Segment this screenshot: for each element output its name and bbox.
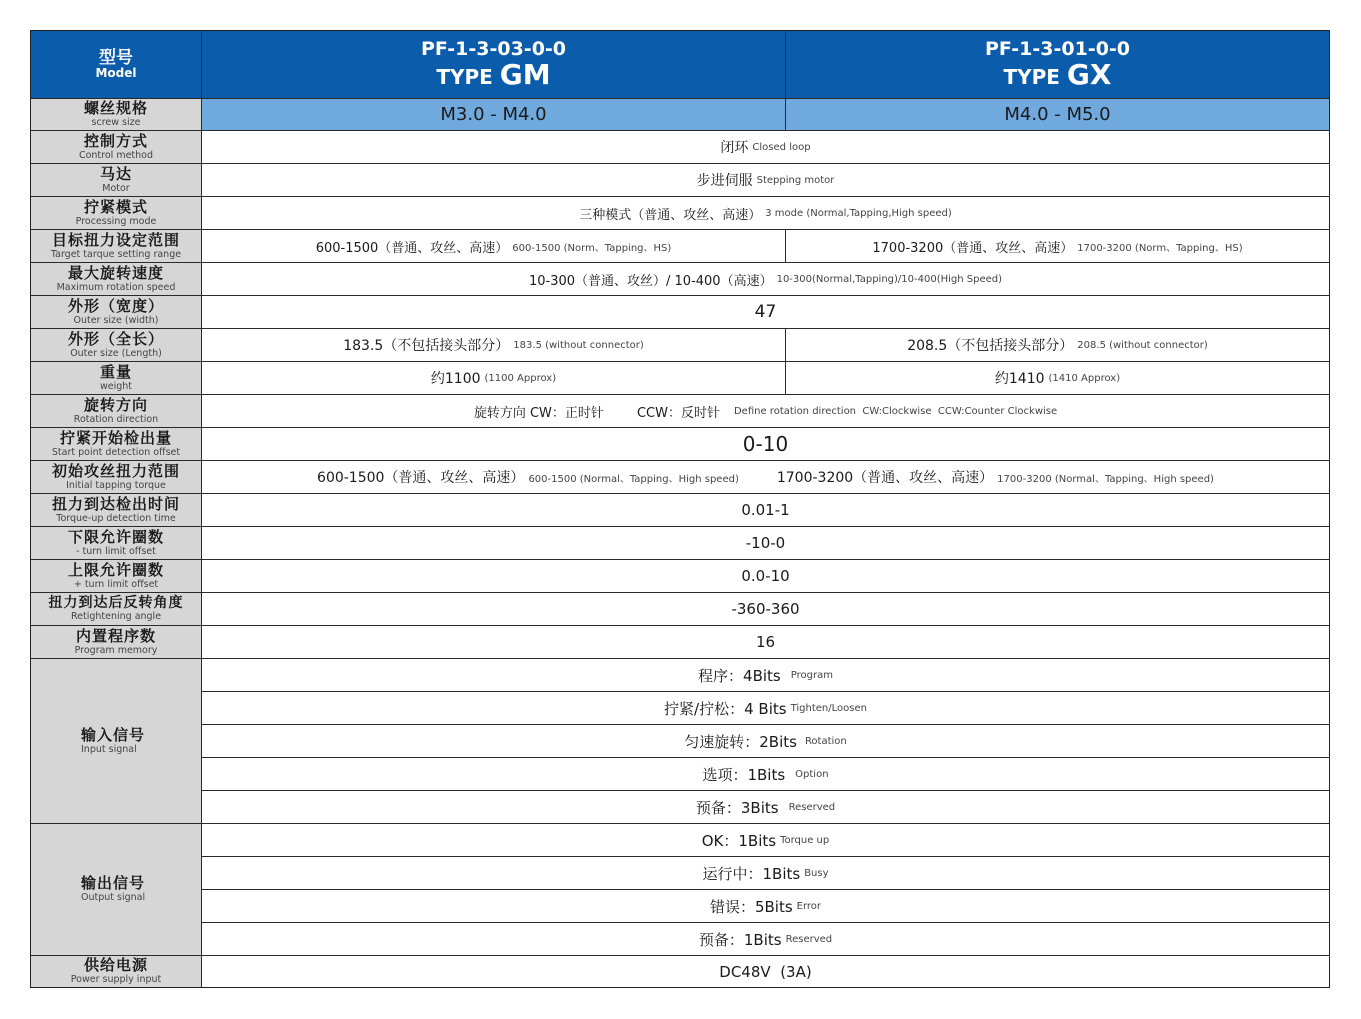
weight-gm [202, 362, 786, 395]
upper-turn-limit-value [202, 560, 1329, 593]
label-en: Processing mode [75, 215, 157, 227]
label-zh: 目标扭力设定范围 [51, 230, 180, 249]
model-gx-code: PF-1-3-01-0-0 [984, 37, 1131, 60]
label-input-signal [31, 659, 202, 824]
label-en: Maximum rotation speed [56, 281, 176, 293]
label-en: Start point detection offset [51, 446, 181, 458]
value-zh: 600-1500（普通、攻丝、高速） [317, 470, 525, 486]
label-zh: 外形（全长） [67, 329, 164, 348]
label-zh: 螺丝规格 [83, 99, 148, 118]
label-processing-mode [31, 197, 202, 230]
value-en: Reserved [785, 933, 833, 945]
label-en: Retightening angle [70, 611, 162, 623]
outer-width-value [202, 296, 1329, 329]
lower-turn-limit-value [202, 527, 1329, 560]
control-method-value [202, 131, 1329, 164]
label-zh: 扭力到达检出时间 [51, 494, 180, 513]
value: 0.0-10 [741, 567, 790, 585]
input-signal-item [202, 758, 1329, 791]
spec-table [30, 30, 1330, 988]
value-zh: 208.5（不包括接头部分） [907, 338, 1074, 354]
model-header-en: Model [95, 66, 137, 81]
value-zh: 1700-3200（普通、攻丝、高速） [872, 240, 1074, 256]
label-motor [31, 164, 202, 197]
label-zh: 输入信号 [81, 725, 146, 744]
value-en: Closed loop [752, 141, 811, 153]
weight-gx [786, 362, 1329, 395]
label-start-point [31, 428, 202, 461]
model-gx-header [786, 31, 1329, 98]
initial-tapping-value [202, 461, 1329, 494]
motor-value [202, 164, 1329, 197]
outer-length-gx [786, 329, 1329, 362]
max-speed-value [202, 263, 1329, 296]
label-program-memory [31, 626, 202, 659]
label-en: Outer size (width) [73, 314, 159, 326]
label-zh: 供给电源 [83, 956, 148, 975]
value-zh: 匀速旋转：2Bits [684, 732, 797, 751]
value: 0.01-1 [741, 501, 790, 519]
type-prefix-gm: TYPE [436, 64, 493, 89]
value-en: Torque up [780, 834, 830, 846]
value: 47 [754, 302, 777, 322]
program-memory-value [202, 626, 1329, 659]
value-zh: 程序：4Bits [698, 666, 781, 685]
label-en: screw size [91, 117, 141, 129]
value: 16 [755, 633, 776, 651]
label-en: Input signal [81, 743, 137, 755]
value: -360-360 [731, 600, 800, 618]
output-signal-item [202, 923, 1329, 956]
torque-up-time-value [202, 494, 1329, 527]
value-zh: 预备：1Bits [698, 930, 782, 949]
label-zh: 旋转方向 [83, 395, 148, 414]
label-zh: 扭力到达后反转角度 [48, 595, 184, 612]
value-zh: 拧紧/拧松：4 Bits [664, 699, 787, 718]
label-initial-tapping [31, 461, 202, 494]
value-en: 183.5 (without connector) [513, 339, 644, 351]
value-zh: 旋转方向 CW：正时针 CCW：反时针 [473, 405, 720, 421]
label-zh: 最大旋转速度 [67, 263, 164, 282]
value-zh: 错误：5Bits [709, 897, 793, 916]
value-zh: 1700-3200（普通、攻丝、高速） [776, 470, 994, 486]
value-en: 10-300(Normal,Tapping)/10-400(High Speed) [776, 273, 1003, 285]
type-prefix-gx: TYPE [1003, 64, 1060, 89]
label-outer-width [31, 296, 202, 329]
label-zh: 初始攻丝扭力范围 [51, 461, 180, 480]
label-en: Initial tapping torque [66, 479, 166, 491]
value-en: Busy [804, 867, 829, 879]
value-en: 1700-3200 (Normal、Tapping、High speed) [997, 473, 1214, 485]
label-target-torque [31, 230, 202, 263]
label-weight [31, 362, 202, 395]
label-en: weight [99, 380, 133, 392]
type-gx: GX [1066, 57, 1112, 91]
value-zh: 600-1500（普通、攻丝、高速） [315, 240, 509, 256]
value-en: Program [790, 669, 833, 681]
label-output-signal [31, 824, 202, 956]
value-zh: 10-300（普通、攻丝）/ 10-400（高速） [528, 273, 773, 289]
label-zh: 重量 [99, 362, 132, 381]
input-signal-item [202, 692, 1329, 725]
value: DC48V (3A) [719, 962, 812, 981]
label-en: Rotation direction [73, 413, 159, 425]
model-gm-header [202, 31, 786, 98]
label-torque-up-time [31, 494, 202, 527]
label-zh: 内置程序数 [75, 626, 156, 645]
label-outer-length [31, 329, 202, 362]
value-en: Define rotation direction CW:Clockwise CCW:Counter Clockwise [733, 405, 1058, 417]
value-en: 600-1500 (Norm、Tapping、HS) [512, 242, 672, 254]
value-en: 1700-3200 (Norm、Tapping、HS) [1077, 242, 1243, 254]
value-en: Error [796, 900, 822, 912]
target-torque-gm [202, 230, 786, 263]
label-zh: 下限允许圈数 [67, 527, 164, 546]
type-gm: GM [499, 57, 551, 91]
label-en: Power supply input [70, 974, 162, 986]
value-en: 208.5 (without connector) [1077, 339, 1208, 351]
label-zh: 拧紧开始检出量 [59, 428, 172, 447]
value-zh: 预备：3Bits [695, 798, 779, 817]
value-zh: OK：1Bits [701, 831, 777, 850]
value-en: Rotation [804, 735, 847, 747]
label-zh: 上限允许圈数 [67, 560, 164, 579]
value-zh: 闭环 [720, 140, 749, 156]
value-zh: 步进伺服 [696, 173, 753, 189]
label-zh: 外形（宽度） [67, 296, 164, 315]
label-power-supply [31, 956, 202, 987]
label-en: Outer size (Length) [70, 347, 162, 359]
label-upper-turn-limit [31, 560, 202, 593]
model-gm-code: PF-1-3-03-0-0 [420, 37, 567, 60]
value-zh: 约1100 [430, 371, 481, 387]
value-zh: 183.5（不包括接头部分） [343, 338, 510, 354]
rotation-direction-value [202, 395, 1329, 428]
label-en: Control method [78, 149, 154, 161]
value-en: (1410 Approx) [1048, 372, 1121, 384]
value: 0-10 [742, 432, 789, 456]
label-zh: 控制方式 [83, 131, 148, 150]
value-en: Reserved [788, 801, 836, 813]
label-en: - turn limit offset [76, 545, 156, 557]
screw-size-gm: M3.0 - M4.0 [202, 98, 786, 131]
model-header-zh: 型号 [99, 47, 133, 68]
value: -10-0 [745, 534, 786, 552]
value-zh: 约1410 [994, 371, 1045, 387]
output-signal-item [202, 857, 1329, 890]
label-control-method [31, 131, 202, 164]
label-rotation-direction [31, 395, 202, 428]
label-en: Torque-up detection time [56, 512, 176, 524]
value-en: Option [795, 768, 829, 780]
start-point-value [202, 428, 1329, 461]
value-zh: 三种模式（普通、攻丝、高速） [579, 207, 762, 223]
label-retightening-angle [31, 593, 202, 626]
power-supply-value [202, 956, 1329, 987]
output-signal-item [202, 824, 1329, 857]
value-en: 3 mode (Normal,Tapping,High speed) [765, 207, 952, 219]
output-signal-item [202, 890, 1329, 923]
processing-mode-value [202, 197, 1329, 230]
input-signal-item [202, 659, 1329, 692]
label-zh: 拧紧模式 [83, 197, 148, 216]
outer-length-gm [202, 329, 786, 362]
label-max-speed [31, 263, 202, 296]
label-lower-turn-limit [31, 527, 202, 560]
target-torque-gx [786, 230, 1329, 263]
value-en: Stepping motor [756, 174, 835, 186]
label-zh: 马达 [99, 164, 132, 183]
label-en: Output signal [81, 892, 146, 904]
label-en: Program memory [74, 644, 158, 656]
value-en: (1100 Approx) [484, 372, 557, 384]
screw-size-gx: M4.0 - M5.0 [786, 98, 1329, 131]
model-header [31, 31, 202, 98]
value-zh: 选项：1Bits [702, 765, 786, 784]
label-en: Target tarque setting range [50, 248, 182, 260]
label-en: + turn limit offset [73, 578, 159, 590]
retightening-angle-value [202, 593, 1329, 626]
value-en: Tighten/Loosen [790, 702, 867, 714]
label-screw-size [31, 98, 202, 131]
value-en: 600-1500 (Normal、Tapping、High speed) [528, 473, 739, 485]
input-signal-item [202, 791, 1329, 824]
label-en: Motor [102, 182, 130, 194]
value-zh: 运行中：1Bits [702, 864, 801, 883]
input-signal-item [202, 725, 1329, 758]
label-zh: 输出信号 [81, 874, 146, 893]
